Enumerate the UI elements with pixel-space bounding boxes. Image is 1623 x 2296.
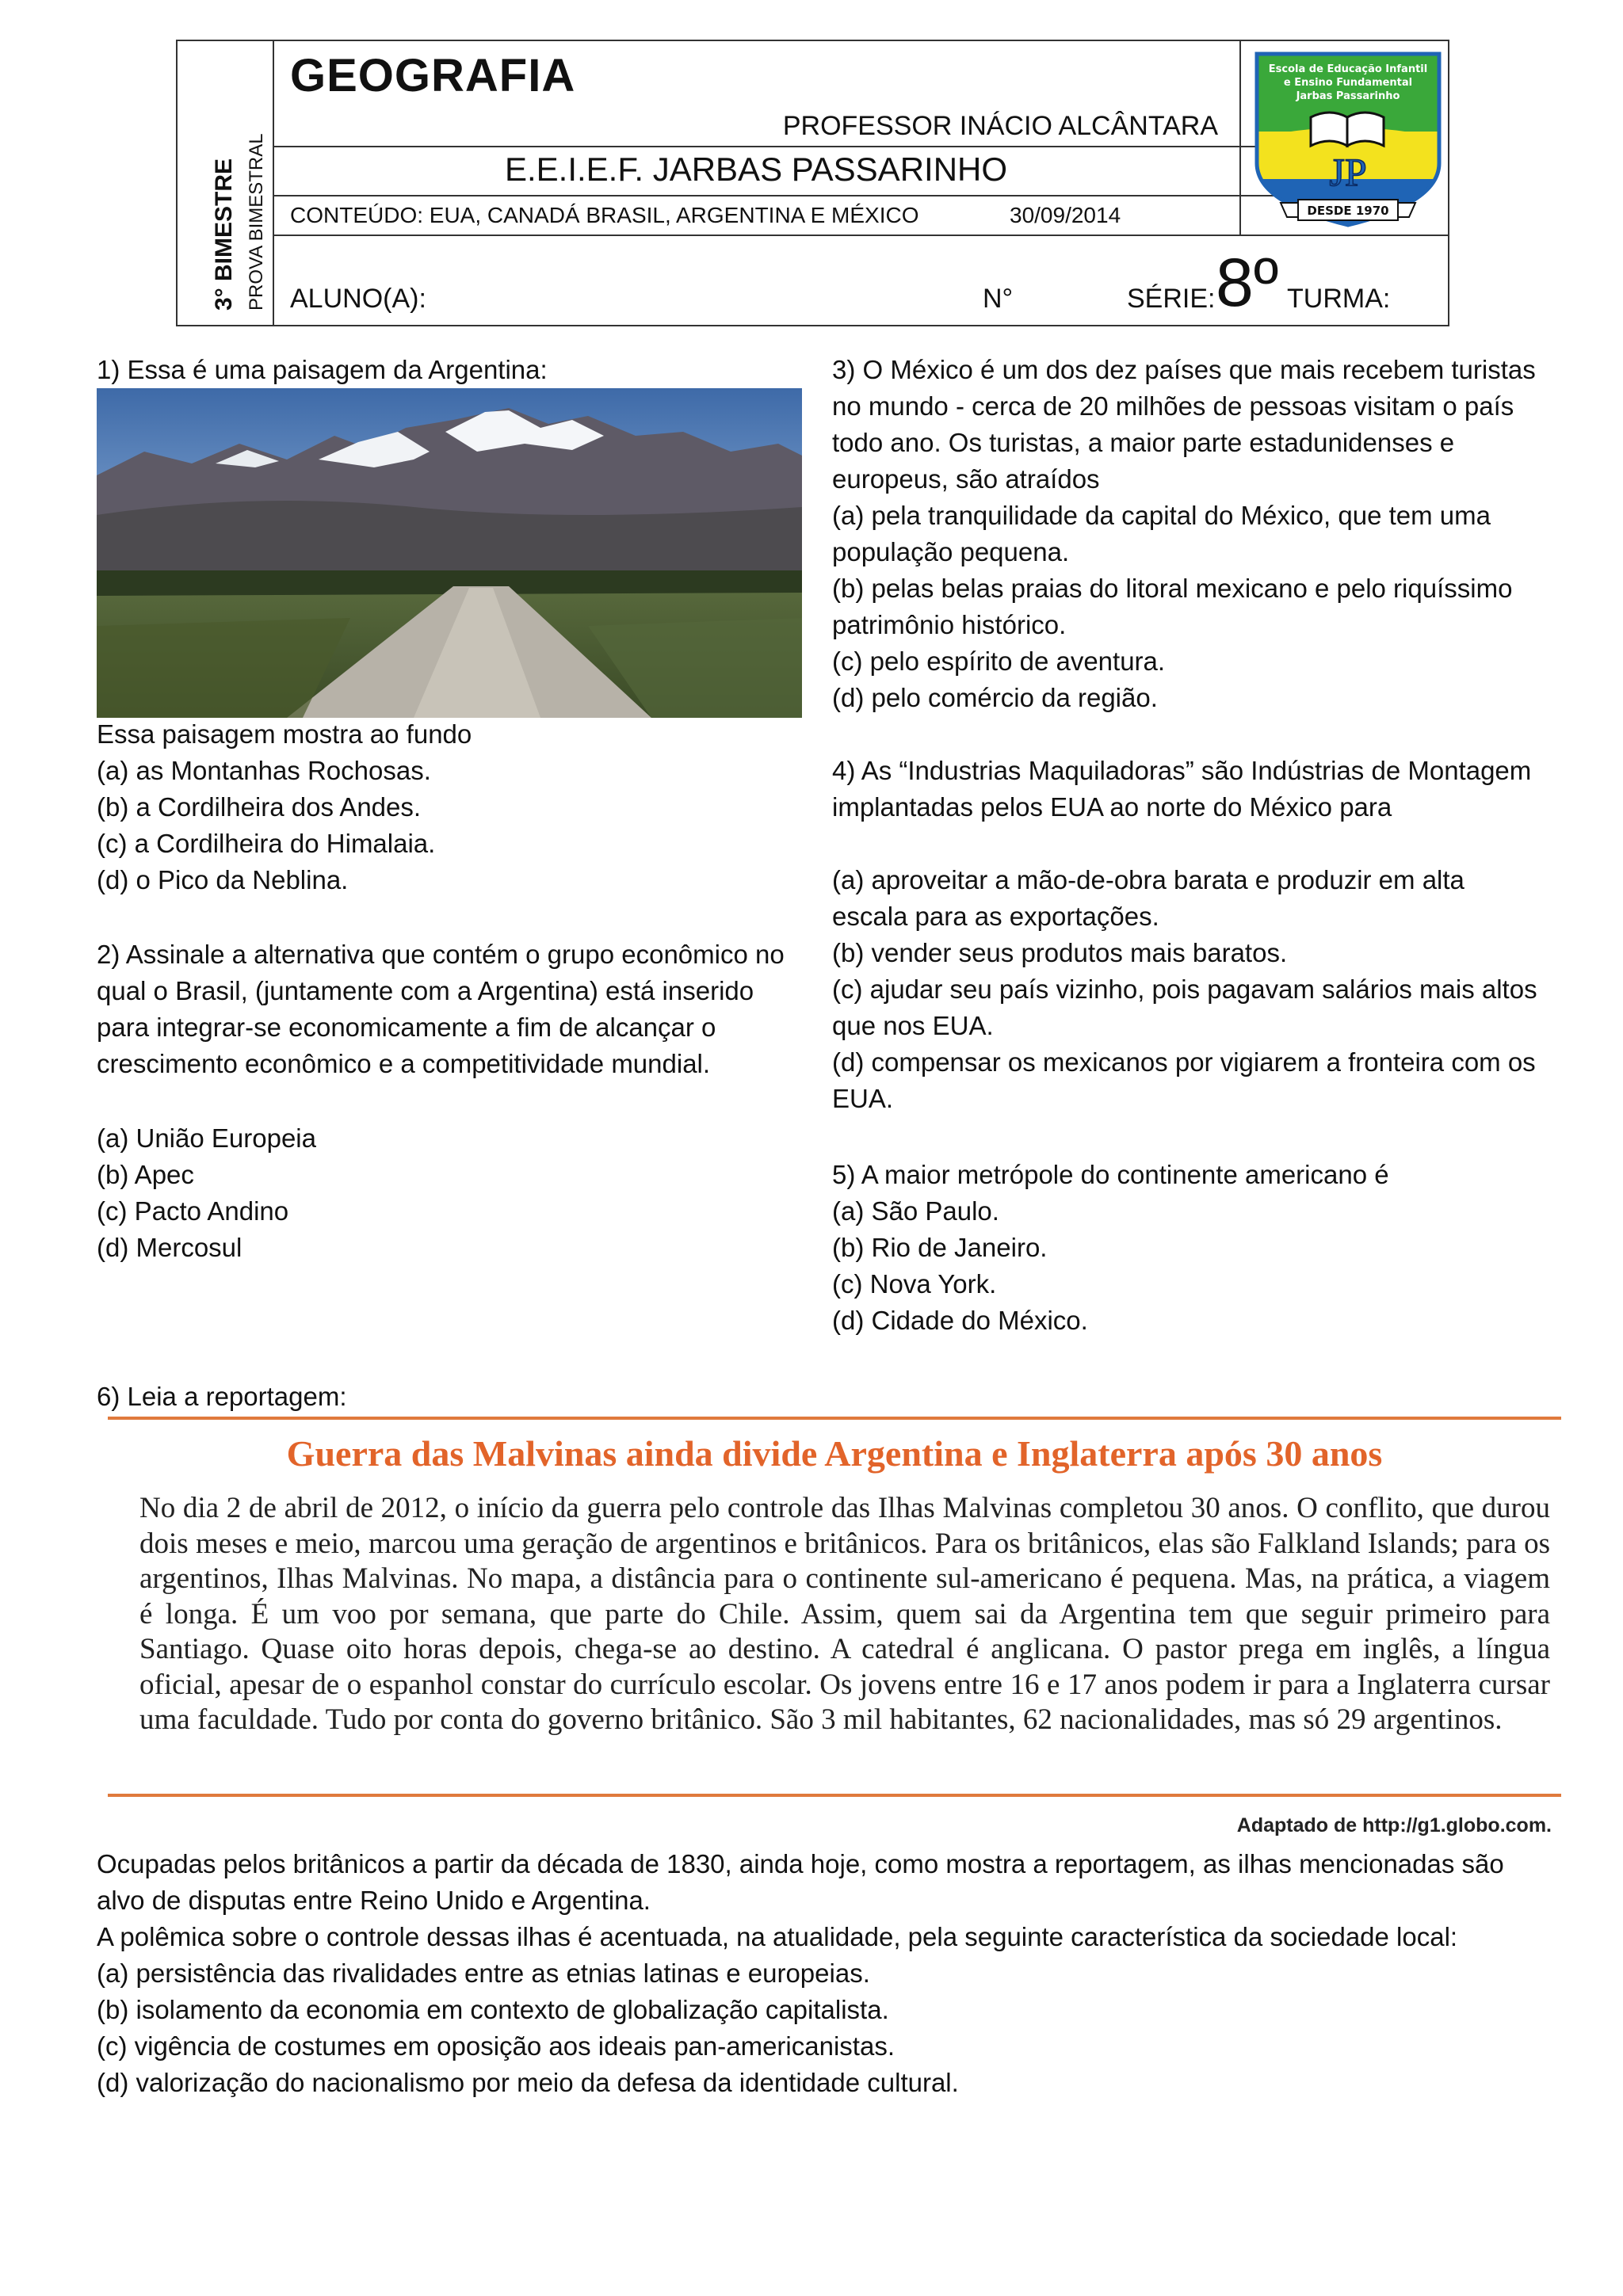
school-logo <box>1249 44 1447 235</box>
q1-option-b: (b) a Cordilheira dos Andes. <box>97 792 422 822</box>
header-divider <box>273 195 1336 196</box>
grade-value: 8º <box>1216 245 1279 321</box>
grade-label: SÉRIE: <box>1127 284 1216 314</box>
q1-option-d: (d) o Pico da Neblina. <box>97 865 349 894</box>
header-divider <box>273 235 1449 236</box>
svg-text:DESDE 1970: DESDE 1970 <box>1307 204 1389 218</box>
subject-title: GEOGRAFIA <box>290 50 576 101</box>
q3-stem: 3) O México é um dos dez países que mais recebem turistas no mundo - cerca de 20 milhões de pessoas visitam o país todo ano. Os turistas, a maior parte estadunidenses e europeus, são atraídos <box>832 355 1543 494</box>
q5-option-b: (b) Rio de Janeiro. <box>832 1233 1048 1262</box>
news-article <box>101 1417 1568 1802</box>
header-divider-vertical <box>1239 41 1241 235</box>
q5-option-a: (a) São Paulo. <box>832 1196 999 1226</box>
professor-name: PROFESSOR INÁCIO ALCÂNTARA <box>782 111 1218 141</box>
q2-option-a: (a) União Europeia <box>97 1123 316 1153</box>
article-source: Adaptado de http://g1.globo.com. <box>1236 1814 1552 1836</box>
article-body: No dia 2 de abril de 2012, o início da guerra pelo controle das Ilhas Malvinas completou 30 anos. O conflito, que durou dois meses e meio, marcou uma geração de argentinos e britânicos. Para os britânicos, elas são Falkland Islands; para os argentinos, Ilhas Malvinas. No mapa, a distância para o continente sul-americano é pequena. Mas, na prática, a viagem é longa. É um voo por semana, que parte do Chile. Assim, quem sai da Argentina tem que seguir primeiro para Santiago. Quase oito horas depois, chega-se ao destino. A catedral é anglicana. O pastor prega em inglês, a língua oficial, apesar de o espanhol constar do currículo escolar. Os jovens entre 16 e 17 anos podem ir para a Inglaterra cursar uma faculdade. Tudo por conta do governo britânico. São 3 mil habitantes, 62 nacionalidades, mas só 29 argentinos. <box>139 1492 1550 1736</box>
prova-label: PROVA BIMESTRAL <box>246 133 267 311</box>
q5-stem: 5) A maior metrópole do continente americano é <box>832 1160 1389 1189</box>
svg-text:Escola de Educação Infantil: Escola de Educação Infantil <box>1268 63 1428 75</box>
q1-stem: Essa paisagem mostra ao fundo <box>97 719 472 749</box>
q5-option-d: (d) Cidade do México. <box>832 1306 1088 1335</box>
exam-date: 30/09/2014 <box>1010 203 1121 227</box>
q6-option-c: (c) vigência de costumes em oposição aos ideais pan-americanistas. <box>97 2031 895 2061</box>
q6-stem-2: A polêmica sobre o controle dessas ilhas é acentuada, na atualidade, pela seguinte característica da sociedade local: <box>97 1922 1458 1951</box>
svg-text:e Ensino Fundamental: e Ensino Fundamental <box>1283 77 1413 89</box>
header-divider <box>273 146 1336 147</box>
q5-option-c: (c) Nova York. <box>832 1269 997 1299</box>
q1-option-c: (c) a Cordilheira do Himalaia. <box>97 829 436 858</box>
svg-text:Jarbas Passarinho: Jarbas Passarinho <box>1296 90 1400 102</box>
exam-content: CONTEÚDO: EUA, CANADÁ BRASIL, ARGENTINA E MÉXICO <box>290 203 919 227</box>
q2-option-b: (b) Apec <box>97 1160 194 1189</box>
q4-option-d: (d) compensar os mexicanos por vigiarem a fronteira com os EUA. <box>832 1047 1543 1113</box>
q6-prompt: 6) Leia a reportagem: <box>97 1382 347 1411</box>
student-name-label: ALUNO(A): <box>290 284 426 314</box>
article-top-rule <box>108 1417 1561 1420</box>
q1-option-a: (a) as Montanhas Rochosas. <box>97 756 431 785</box>
school-name: E.E.I.E.F. JARBAS PASSARINHO <box>504 151 1008 188</box>
q4-option-a: (a) aproveitar a mão-de-obra barata e produzir em alta escala para as exportações. <box>832 865 1472 931</box>
q3-option-c: (c) pelo espírito de aventura. <box>832 646 1166 676</box>
student-number-label: N° <box>983 284 1014 314</box>
q2-option-c: (c) Pacto Andino <box>97 1196 289 1226</box>
svg-text:JP: JP <box>1329 150 1367 194</box>
q3-option-b: (b) pelas belas praias do litoral mexicano e pelo riquíssimo patrimônio histórico. <box>832 574 1520 639</box>
q6-option-b: (b) isolamento da economia em contexto de globalização capitalista. <box>97 1995 889 2024</box>
article-title: Guerra das Malvinas ainda divide Argentina e Inglaterra após 30 anos <box>286 1433 1383 1474</box>
exam-header <box>176 40 1449 326</box>
q2-stem: 2) Assinale a alternativa que contém o grupo econômico no qual o Brasil, (juntamente com a Argentina) está inserido para integrar-se economicamente a fim de alcançar o crescimento econômico e a competitividade mundial. <box>97 940 792 1078</box>
argentina-landscape-image <box>97 388 802 718</box>
q4-stem: 4) As “Industrias Maquiladoras” são Indústrias de Montagem implantadas pelos EUA ao norte do México para <box>832 756 1539 822</box>
q6-option-d: (d) valorização do nacionalismo por meio da defesa da identidade cultural. <box>97 2068 959 2097</box>
q2-option-d: (d) Mercosul <box>97 1233 242 1262</box>
q1-prompt: 1) Essa é uma paisagem da Argentina: <box>97 355 548 384</box>
q6-option-a: (a) persistência das rivalidades entre as etnias latinas e europeias. <box>97 1958 870 1988</box>
bimestre-label: 3° BIMESTRE <box>211 158 237 311</box>
q3-option-a: (a) pela tranquilidade da capital do México, que tem uma população pequena. <box>832 501 1499 566</box>
class-label: TURMA: <box>1287 284 1391 314</box>
q6-stem-1: Ocupadas pelos britânicos a partir da década de 1830, ainda hoje, como mostra a reportagem, as ilhas mencionadas são alvo de disputas entre Reino Unido e Argentina. <box>97 1849 1511 1915</box>
q4-option-c: (c) ajudar seu país vizinho, pois pagavam salários mais altos que nos EUA. <box>832 974 1545 1040</box>
q4-option-b: (b) vender seus produtos mais baratos. <box>832 938 1288 967</box>
article-bottom-rule <box>108 1794 1561 1797</box>
q3-option-d: (d) pelo comércio da região. <box>832 683 1158 712</box>
